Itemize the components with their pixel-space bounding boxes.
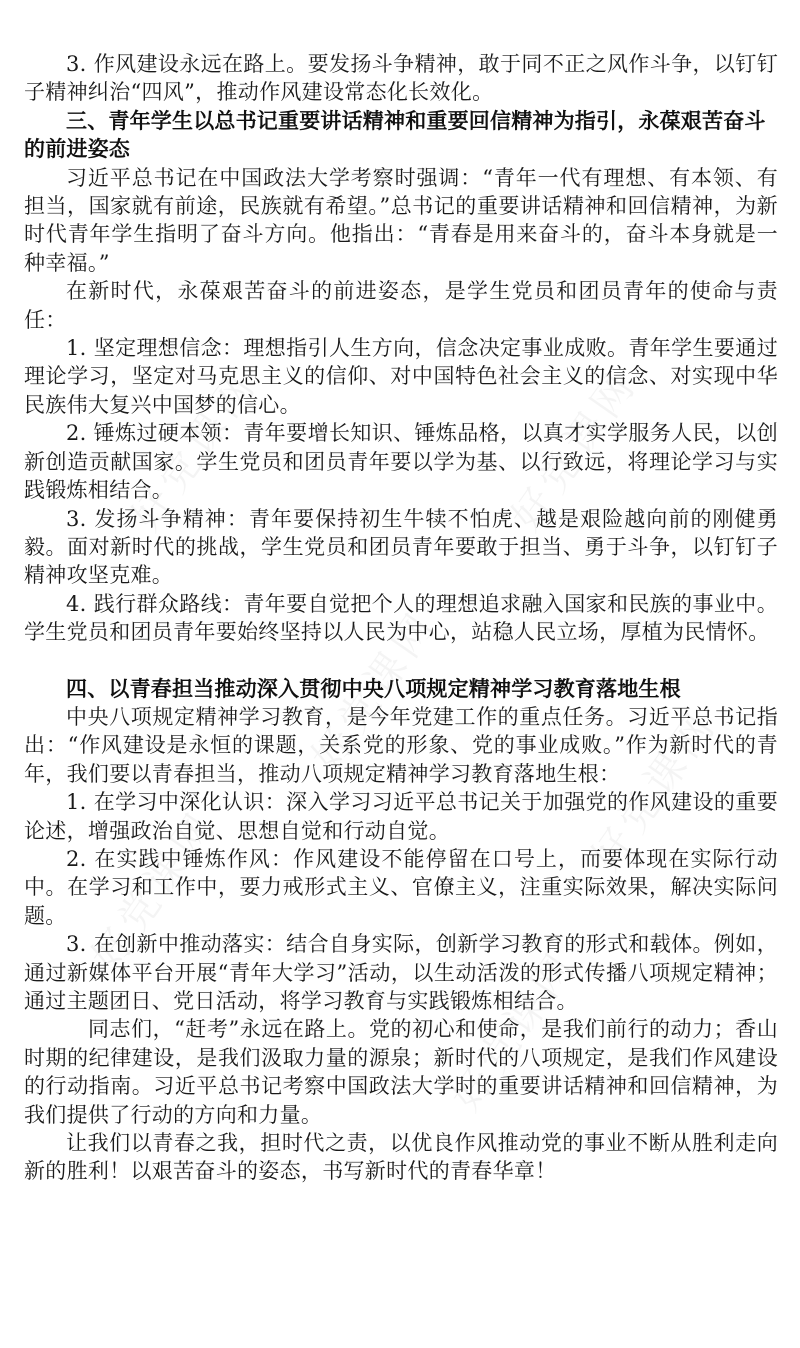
paragraph-point-3-style-building: 3. 作风建设永远在路上。要发扬斗争精神，敢于同不正之风作斗争，以钉钉子精神纠治“四风”，推动作风建设常态化长效化。 xyxy=(24,52,778,105)
section-heading-3: 三、青年学生以总书记重要讲话精神和重要回信精神为指引，永葆艰苦奋斗的前进姿态 xyxy=(24,108,766,162)
paragraph-eight-rules-intro: 中央八项规定精神学习教育，是今年党建工作的重点任务。习近平总书记指出：“作风建设是永恒的课题，关系党的形象、党的事业成败。”作为新时代的青年，我们要以青春担当，推动八项规定精神学习教育落地生根： xyxy=(24,704,778,786)
paragraph-item-2-skills: 2. 锤炼过硬本领：青年要增长知识、锤炼品格，以真才实学服务人民，以创新创造贡献国家。学生党员和团员青年要以学为基、以行致远，将理论学习与实践锻炼相结合。 xyxy=(24,421,778,503)
paragraph-closing: 让我们以青春之我，担时代之责，以优良作风推动党的事业不断从胜利走向新的胜利！以艰苦奋斗的姿态，书写新时代的青春华章！ xyxy=(24,1131,778,1184)
paragraph-item-3-struggle: 3. 发扬斗争精神：青年要保持初生牛犊不怕虎、越是艰险越向前的刚健勇毅。面对新时代的挑战，学生党员和团员青年要敢于担当、勇于斗争，以钉钉子精神攻坚克难。 xyxy=(24,506,778,588)
document-page xyxy=(24,50,778,1186)
paragraph-innovation-item-3: 3. 在创新中推动落实：结合自身实际，创新学习教育的形式和载体。例如，通过新媒体平台开展“青年大学习”活动，以生动活泼的形式传播八项规定精神；通过主题团日、党日活动，将学习教育与实践锻炼相结合。 xyxy=(24,932,778,1013)
section-heading-4: 四、以青春担当推动深入贯彻中央八项规定精神学习教育落地生根 xyxy=(66,676,681,701)
paragraph-mission-intro: 在新时代，永葆艰苦奋斗的前进姿态，是学生党员和团员青年的使命与责任： xyxy=(24,279,778,332)
paragraph-practice-item-2: 2. 在实践中锤炼作风：作风建设不能停留在口号上，而要体现在实际行动中。在学习和工作中，要力戒形式主义、官僚主义，注重实际效果，解决实际问题。 xyxy=(24,846,778,928)
paragraph-xi-quote: 习近平总书记在中国政法大学考察时强调：“青年一代有理想、有本领、有担当，国家就有前途，民族就有希望。”总书记的重要讲话精神和回信精神，为新时代青年学生指明了奋斗方向。他指出：“青春是用来奋斗的，奋斗本身就是一种幸福。” xyxy=(24,165,778,275)
paragraph-item-1-ideals: 1. 坚定理想信念：理想指引人生方向，信念决定事业成败。青年学生要通过理论学习，坚定对马克思主义的信仰、对中国特色社会主义的信念、对实现中华民族伟大复兴中国梦的信心。 xyxy=(24,336,778,417)
blank-line xyxy=(24,647,778,675)
paragraph-item-4-mass-line: 4. 践行群众路线：青年要自觉把个人的理想追求融入国家和民族的事业中。学生党员和团员青年要始终坚持以人民为中心，站稳人民立场，厚植为民情怀。 xyxy=(24,591,778,645)
paragraph-comrades: 同志们，“赶考”永远在路上。党的初心和使命，是我们前行的动力；香山时期的纪律建设，是我们汲取力量的源泉；新时代的八项规定，是我们作风建设的行动指南。习近平总书记考察中国政法大学时的重要讲话精神和回信精神，为我们提供了行动的方向和力量。 xyxy=(24,1017,778,1127)
paragraph-learning-item-1: 1. 在学习中深化认识：深入学习习近平总书记关于加强党的作风建设的重要论述，增强政治自觉、思想自觉和行动自觉。 xyxy=(24,790,778,843)
